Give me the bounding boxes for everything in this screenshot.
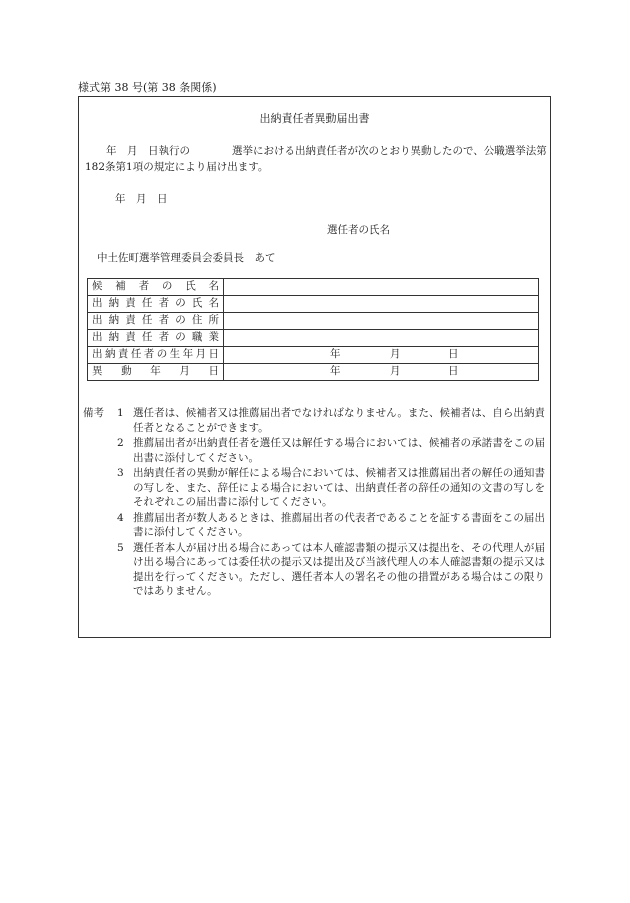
note-number: 4 <box>117 511 124 524</box>
table-row <box>88 296 539 313</box>
year-label: 年 <box>330 365 341 377</box>
form-frame <box>78 96 551 638</box>
note-text: 選任者本人が届け出る場合にあっては本人確認書類の提示又は提出を、その代理人が届け出る場合にあっては委任状の提示又は提出及び当該代理人の本人確認書類の提示又は提出を行ってください。ただし、選任者本人の署名その他の措置がある場合はこの限りではありません。 <box>133 541 545 597</box>
row-label-change-date: 異動年月日 <box>88 364 224 381</box>
row-label-treasurer-name: 出納責任者の氏名 <box>88 296 224 313</box>
table-row <box>88 279 539 296</box>
month-label: 月 <box>390 348 401 360</box>
treasurer-occupation-field[interactable] <box>224 330 539 347</box>
table-row <box>88 330 539 347</box>
notes-section <box>83 406 545 600</box>
note-number: 5 <box>117 541 124 554</box>
note-item <box>113 406 545 435</box>
addressee: 中土佐町選挙管理委員会委員長 あて <box>97 252 276 264</box>
table-row <box>88 364 539 381</box>
submission-date: 年 月 日 <box>115 193 168 205</box>
note-item <box>113 541 545 599</box>
notes-heading: 備考 <box>83 407 104 419</box>
treasurer-address-field[interactable] <box>224 313 539 330</box>
row-label-treasurer-birthdate: 出納責任者の生年月日 <box>88 347 224 364</box>
row-label-treasurer-occupation: 出納責任者の職業 <box>88 330 224 347</box>
change-date-field[interactable] <box>224 364 539 381</box>
table-row <box>88 347 539 364</box>
day-label: 日 <box>448 348 459 360</box>
info-table <box>87 278 539 381</box>
row-label-treasurer-address: 出納責任者の住所 <box>88 313 224 330</box>
document-title: 出納責任者異動届出書 <box>259 112 370 125</box>
month-label: 月 <box>390 365 401 377</box>
note-item <box>113 511 545 540</box>
note-text: 出納責任者の異動が解任による場合においては、候補者又は推薦届出者の解任の通知書の写しを、また、辞任による場合においては、出納責任者の辞任の通知の文書の写しをそれぞれこの届出書に添付してください。 <box>133 467 545 508</box>
day-label: 日 <box>448 365 459 377</box>
row-label-candidate-name: 候補者の氏名 <box>88 279 224 296</box>
appointer-name-label: 選任者の氏名 <box>327 224 390 236</box>
treasurer-name-field[interactable] <box>224 296 539 313</box>
note-text: 推薦届出者が数人あるときは、推薦届出者の代表者であることを証する書面をこの届出書に添付してください。 <box>133 511 545 538</box>
note-item <box>113 436 545 465</box>
note-text: 選任者は、候補者又は推薦届出者でなければなりません。また、候補者は、自ら出納責任者となることができます。 <box>133 407 545 434</box>
note-item <box>113 466 545 510</box>
form-number: 様式第 38 号(第 38 条関係) <box>78 81 217 94</box>
intro-paragraph: 年 月 日執行の 選挙における出納責任者が次のとおり異動したので、公職選挙法第182条第1項の規定により届け出ます。 <box>85 145 547 173</box>
note-number: 2 <box>117 437 124 449</box>
note-text: 推薦届出者が出納責任者を選任又は解任する場合においては、候補者の承諾書をこの届出書に添付してください。 <box>133 437 545 464</box>
treasurer-birthdate-field[interactable] <box>224 347 539 364</box>
candidate-name-field[interactable] <box>224 279 539 296</box>
note-number: 3 <box>117 467 124 479</box>
note-number: 1 <box>117 407 124 419</box>
year-label: 年 <box>330 348 341 360</box>
table-row <box>88 313 539 330</box>
